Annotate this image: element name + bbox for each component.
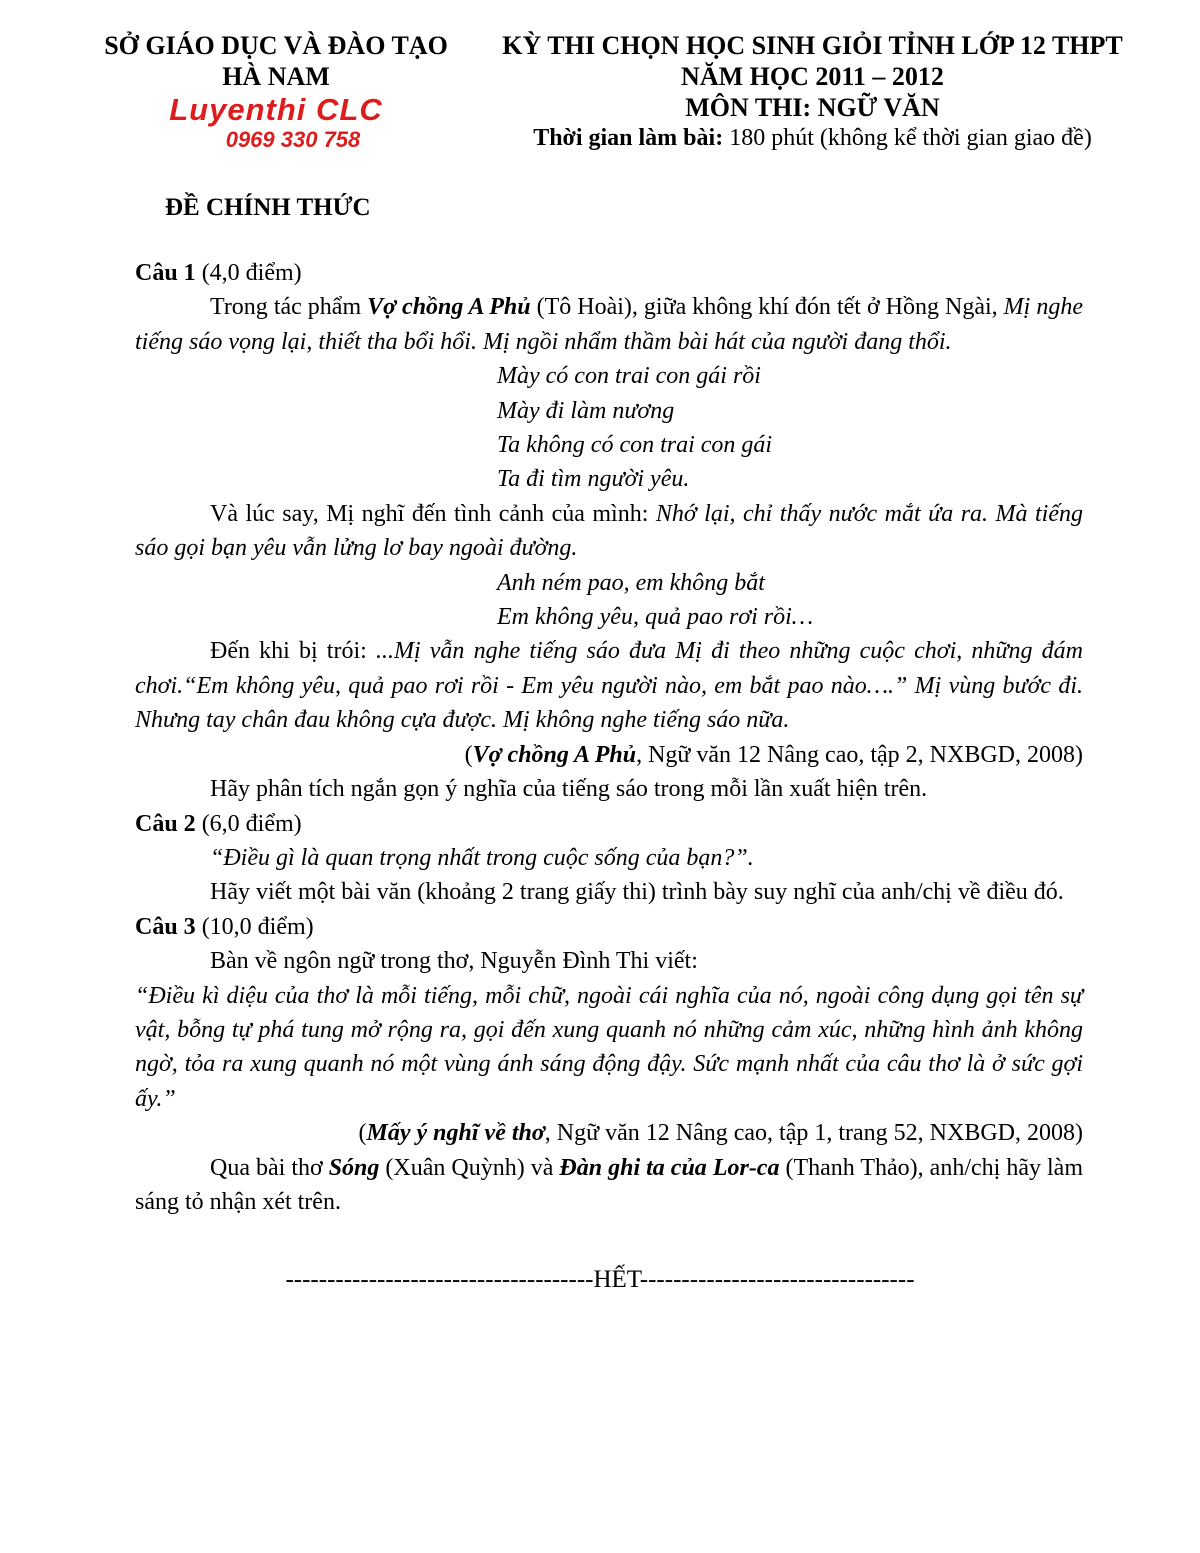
poem-line: Mày có con trai con gái rồi	[497, 363, 761, 390]
text-run: Và lúc say, Mị nghĩ đến tình cảnh của mình:	[210, 500, 656, 527]
question-3-task	[135, 1151, 1083, 1220]
question-3-intro: Bàn về ngôn ngữ trong thơ, Nguyễn Đình Thi viết:	[210, 948, 698, 975]
text-run: (	[464, 741, 473, 768]
exam-body	[135, 256, 1083, 1219]
text-run: (	[358, 1120, 367, 1147]
work-title: Vợ chồng A Phủ	[472, 741, 637, 768]
question-1-poem-1	[497, 359, 1083, 497]
text-run: (Xuân Quỳnh) và	[379, 1154, 560, 1181]
text-run: , Ngữ văn 12 Nâng cao, tập 2, NXBGD, 2008)	[636, 741, 1083, 768]
question-1-task: Hãy phân tích ngắn gọn ý nghĩa của tiếng sáo trong mỗi lần xuất hiện trên.	[210, 776, 928, 803]
question-3-citation	[135, 1116, 1083, 1150]
duration-line	[480, 123, 1145, 154]
question-1-heading	[135, 256, 1083, 290]
question-1-citation	[135, 738, 1083, 772]
question-2-quote: “Điều gì là quan trọng nhất trong cuộc sống của bạn?”.	[210, 844, 754, 871]
question-1-points: (4,0 điểm)	[195, 260, 302, 286]
quoted-text: Nhớ lại, chỉ thấy nước mắt ứa ra. Mà tiếng sáo gọi bạn yêu vẫn lửng lơ bay ngoài đường.	[135, 500, 1083, 562]
question-3-points: (10,0 điểm)	[195, 913, 314, 940]
poem-line: Em không yêu, quả pao rơi rồi…	[497, 604, 814, 631]
question-3-number: Câu 3	[135, 913, 196, 940]
luyenthi-clc-logo: Luyenthi CLC	[169, 92, 383, 127]
question-2-heading	[135, 807, 1083, 841]
text-run: (Tô Hoài), giữa không khí đón tết ở Hồng Ngài,	[530, 294, 1004, 321]
question-2-points: (6,0 điểm)	[195, 810, 302, 837]
duration-label: Thời gian làm bài:	[533, 125, 724, 151]
province-name: HÀ NAM	[222, 62, 330, 91]
exam-title: KỲ THI CHỌN HỌC SINH GIỎI TỈNH LỚP 12 THPT	[502, 31, 1123, 60]
question-3-heading	[135, 910, 1083, 944]
text-run: Qua bài thơ	[210, 1154, 329, 1181]
question-2-task: Hãy viết một bài văn (khoảng 2 trang giấy thi) trình bày suy nghĩ của anh/chị về điều đó.	[210, 879, 1064, 906]
text-run: (Thanh Thảo), anh/chị hãy làm sáng tỏ nhận xét trên.	[135, 1154, 1083, 1215]
duration-value: 180 phút (không kể thời gian giao đề)	[723, 125, 1092, 151]
work-title: Đàn ghi ta của Lor-ca	[559, 1154, 780, 1181]
question-2-number: Câu 2	[135, 810, 196, 837]
logo-phone-number: 0969 330 758	[225, 127, 361, 152]
text-run: Trong tác phẩm	[210, 294, 368, 321]
question-1-paragraph-2	[135, 497, 1083, 566]
poem-line: Mày đi làm nương	[497, 397, 675, 424]
work-title: Sóng	[328, 1154, 380, 1181]
quoted-text: ...Mị vẫn nghe tiếng sáo đưa Mị đi theo những cuộc chơi, những đám chơi.“Em không yêu, quả pao rơi rồi - Em yêu người nào, em bắt pao nào….” Mị vùng bước đi. Nhưng tay chân đau không cựa được. Mị không nghe tiếng sáo nữa.	[135, 638, 1083, 734]
work-title: Vợ chồng A Phủ	[367, 294, 531, 321]
quoted-text: Mị nghe tiếng sáo vọng lại, thiết tha bổi hổi. Mị ngồi nhẩm thầm bài hát của người đang thổi.	[135, 294, 1083, 355]
question-1-poem-2	[497, 566, 1083, 635]
page-header	[0, 0, 1200, 154]
header-left-block	[96, 30, 456, 154]
school-year: NĂM HỌC 2011 – 2012	[681, 62, 944, 91]
official-exam-label: ĐỀ CHÍNH THỨC	[165, 194, 371, 221]
question-1-number: Câu 1	[135, 260, 196, 286]
text-run: , Ngữ văn 12 Nâng cao, tập 1, trang 52, NXBGD, 2008)	[544, 1120, 1083, 1147]
poem-line: Anh ném pao, em không bắt	[497, 569, 765, 596]
end-of-exam-line: -------------------------------------HẾT---------------------------------	[285, 1266, 915, 1294]
poem-line: Ta đi tìm người yêu.	[497, 466, 690, 493]
subject: MÔN THI: NGỮ VĂN	[685, 93, 940, 122]
work-title: Mấy ý nghĩ về thơ	[366, 1120, 545, 1147]
header-right-block	[480, 30, 1145, 154]
question-1-paragraph-1	[135, 290, 1083, 359]
question-3-quote: “Điều kì diệu của thơ là mỗi tiếng, mỗi chữ, ngoài cái nghĩa của nó, ngoài công dụng gọi tên sự vật, bỗng tự phá tung mở rộng ra, gọi đến xung quanh nó những cảm xúc, những hình ảnh không ngờ, tỏa ra xung quanh nó một vùng ánh sáng động đậy. Sức mạnh nhất của câu thơ là ở sức gợi ấy.”	[135, 982, 1083, 1112]
question-1-paragraph-3	[135, 634, 1083, 737]
poem-line: Ta không có con trai con gái	[497, 432, 773, 459]
department-name: SỞ GIÁO DỤC VÀ ĐÀO TẠO	[104, 31, 448, 60]
text-run: Đến khi bị trói:	[210, 638, 376, 665]
